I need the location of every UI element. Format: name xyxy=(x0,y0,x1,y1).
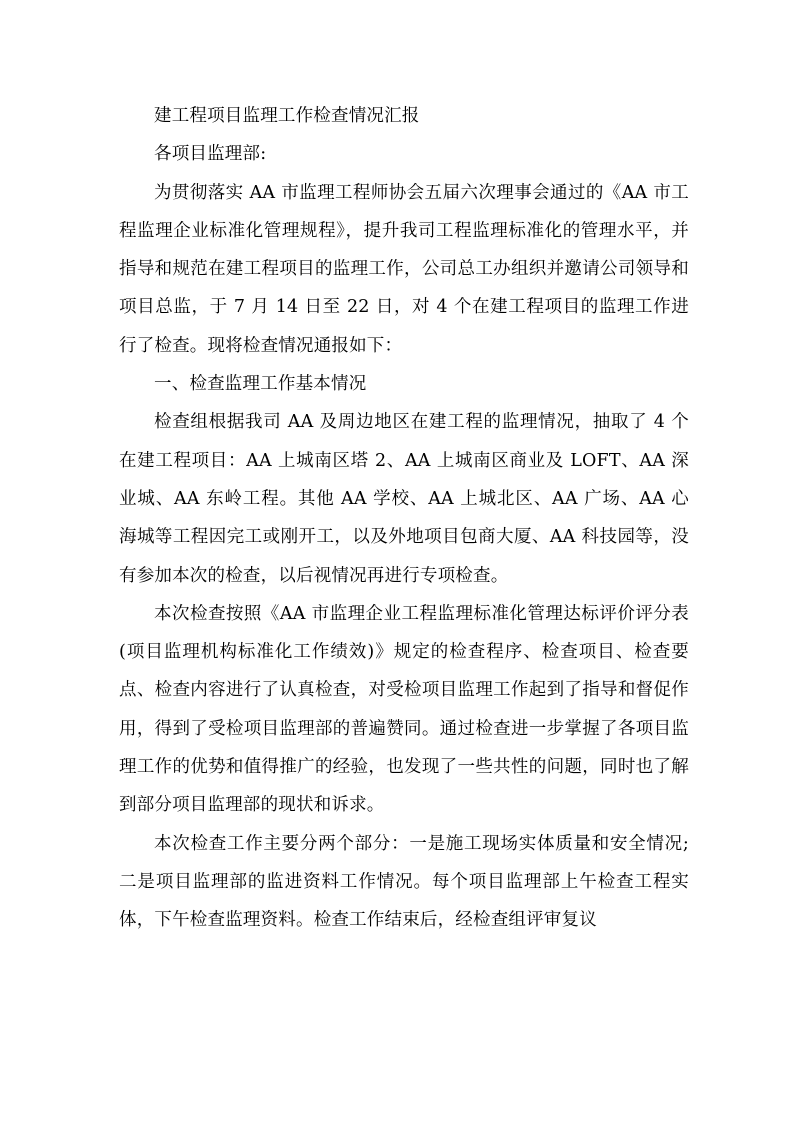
paragraph-inspection-basis: 本次检查按照《AA 市监理企业工程监理标准化管理达标评价评分表(项目监理机构标准化工作绩效)》规定的检查程序、检查项目、检查要点、检查内容进行了认真检查，对受检项目监理工作起到了指导和督促作用，得到了受检项目监理部的普遍赞同。通过检查进一步掌握了各项目监理工作的优势和值得推广的经验，也发现了一些共性的问题，同时也了解到部分项目监理部的现状和诉求。 xyxy=(119,603,689,816)
paragraph-inspection-parts: 本次检查工作主要分两个部分：一是施工现场实体质量和安全情况;二是项目监理部的监进资料工作情况。每个项目监理部上午检查工程实体，下午检查监理资料。检查工作结束后，经检查组评审复议 xyxy=(119,833,689,931)
salutation: 各项目监理部: xyxy=(154,144,267,165)
paragraph-intro: 为贯彻落实 AA 市监理工程师协会五届六次理事会通过的《AA 市工程监理企业标准化管理规程》，提升我司工程监理标准化的管理水平，并指导和规范在建工程项目的监理工作，公司总工办组织并邀请公司领导和项目总监，于 7 月 14 日至 22 日，对 4 个在建工程项目的监理工作进行了检查。现将检查情况通报如下： xyxy=(119,182,689,356)
paragraph-projects: 检查组根据我司 AA 及周边地区在建工程的监理情况，抽取了 4 个在建工程项目：AA 上城南区塔 2、AA 上城南区商业及 LOFT、AA 深业城、AA 东岭工程。其他 AA 学校、AA 上城北区、AA 广场、AA 心海城等工程因完工或刚开工，以及外地项目包商大厦、AA 科技园等，没有参加本次的检查，以后视情况再进行专项检查。 xyxy=(119,412,689,586)
document-body xyxy=(119,97,689,940)
document-title: 建工程项目监理工作检查情况汇报 xyxy=(154,106,420,126)
section-heading: 一、检查监理工作基本情况 xyxy=(154,374,367,395)
